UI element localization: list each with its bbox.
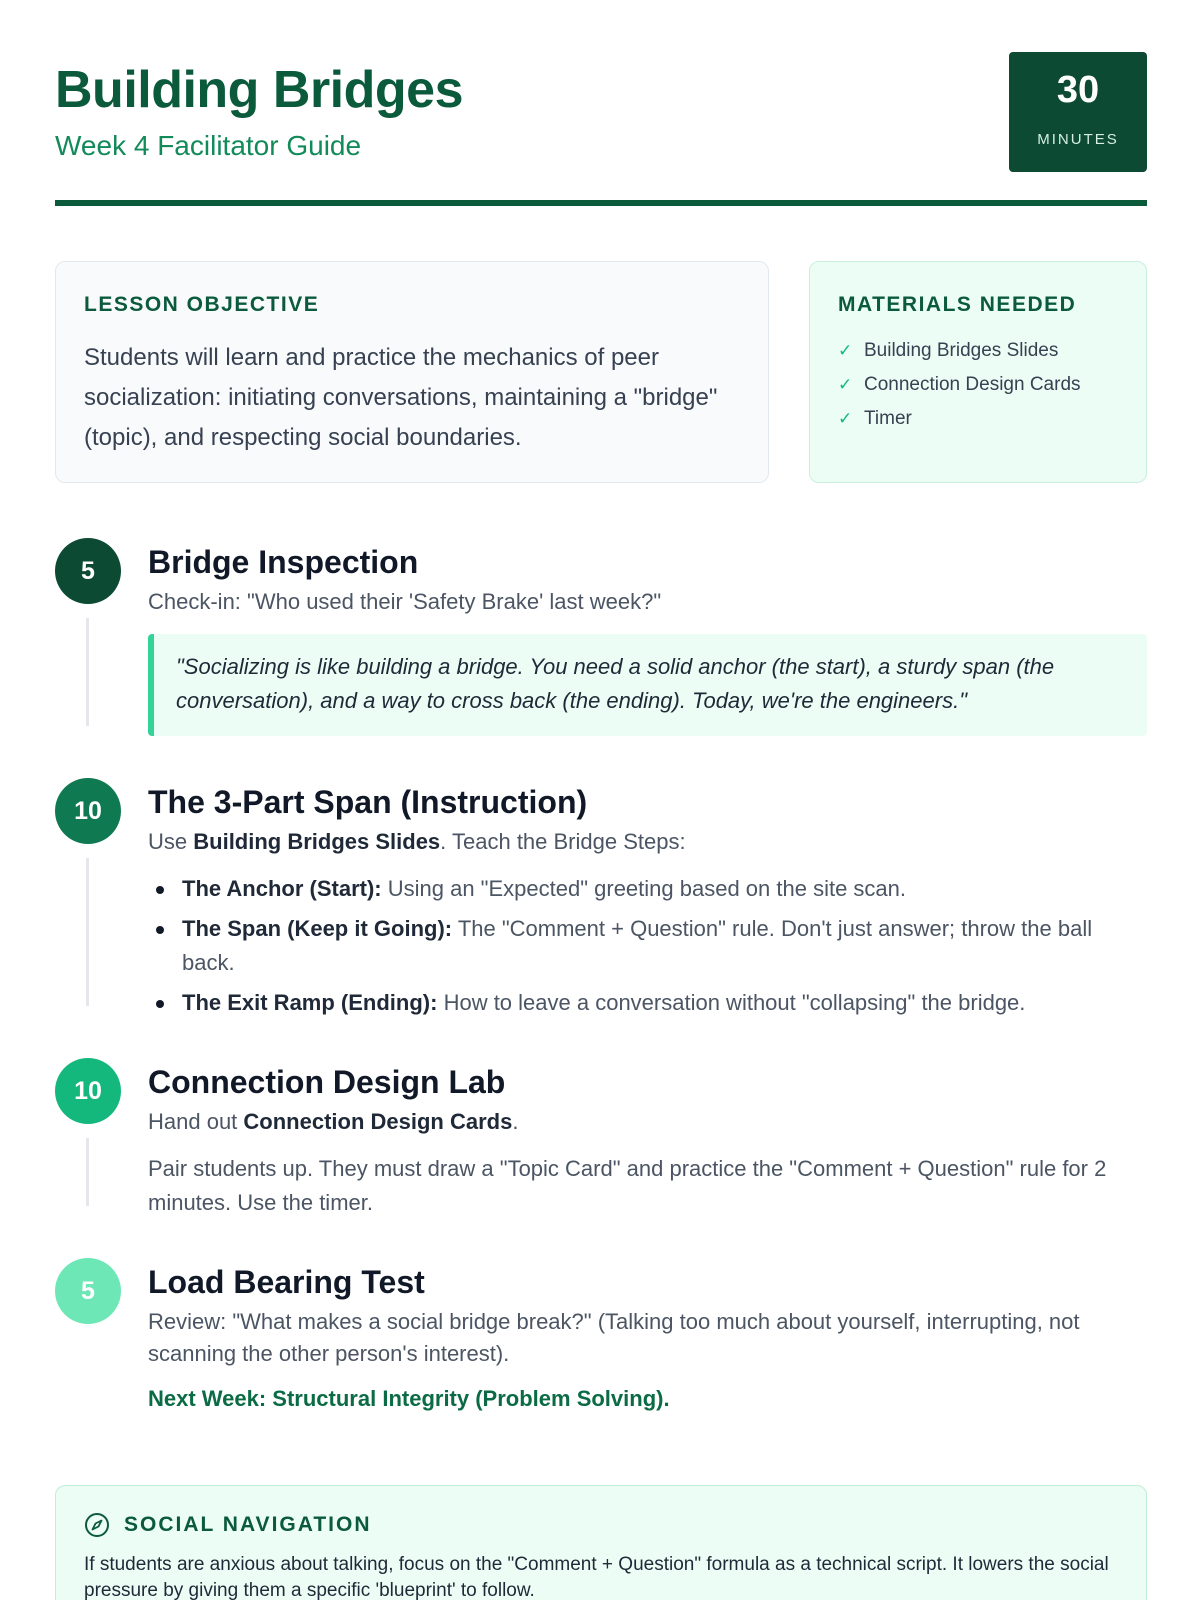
step-content [148,1262,1147,1416]
bullet-text: The "Comment + Question" rule. Don't just answer; throw the ball back. [182,916,1093,975]
bullet-label: The Anchor (Start): [182,876,382,901]
duration-unit: MINUTES [1037,131,1119,148]
step-title: Load Bearing Test [148,1264,425,1300]
material-label: Connection Design Cards [864,374,1081,395]
subtitle-text: Use [148,829,194,854]
step-title: The 3-Part Span (Instruction) [148,784,588,820]
list-item [148,872,1147,906]
list-item [148,986,1147,1020]
step-minutes-badge: 10 [55,1058,121,1124]
note-header [84,1512,1118,1538]
timeline-connector [86,618,89,726]
materials-card [809,261,1147,483]
next-week-callout: Next Week: Structural Integrity (Problem Solving). [148,1386,670,1411]
bridge-steps-list [148,872,1147,1020]
bullet-text: How to leave a conversation without "collapsing" the bridge. [437,990,1026,1015]
page-title: Building Bridges [55,61,463,119]
material-label: Timer [864,408,912,429]
note-text: If students are anxious about talking, focus on the "Comment + Question" formula as a technical script. It lowers the social pressure by giving them a specific 'blueprint' to follow. [84,1554,1109,1600]
subtitle-text: . Teach the Bridge Steps: [440,829,686,854]
bullet-label: The Exit Ramp (Ending): [182,990,438,1015]
compass-icon [84,1512,110,1538]
page-subtitle: Week 4 Facilitator Guide [55,130,362,161]
note-heading: SOCIAL NAVIGATION [124,1513,372,1536]
list-item [838,368,1118,402]
subtitle-text: . [512,1109,519,1134]
social-navigation-note [55,1485,1147,1600]
step-content [148,1062,1147,1220]
check-icon: ✓ [838,375,853,394]
step-minutes-badge: 10 [55,778,121,844]
step-paragraph: Pair students up. They must draw a "Topic Card" and practice the "Comment + Question" rule for 2 minutes. Use the timer. [148,1156,1107,1215]
lesson-objective-card [55,261,769,483]
step-subtitle [148,1106,1147,1138]
step-content [148,542,1147,736]
header-divider [55,200,1147,206]
material-label: Building Bridges Slides [864,340,1059,361]
step-quote: "Socializing is like building a bridge. You need a solid anchor (the start), a sturdy span (the conversation), and a way to cross back (the ending). Today, we're the engineers." [148,634,1147,736]
subtitle-material: Connection Design Cards [243,1109,513,1134]
page-header [55,52,1147,202]
bullet-text: Using an "Expected" greeting based on the site scan. [381,876,907,901]
check-icon: ✓ [838,409,853,428]
list-item [148,912,1147,980]
check-icon: ✓ [838,341,853,360]
timeline-connector [86,1138,89,1206]
step-minutes-badge: 5 [55,1258,121,1324]
timeline-connector [86,858,89,1006]
objective-heading: LESSON OBJECTIVE [84,293,320,316]
subtitle-material: Building Bridges Slides [193,829,441,854]
subtitle-text: Hand out [148,1109,244,1134]
step-title: Bridge Inspection [148,544,419,580]
step-content [148,782,1147,1026]
step-subtitle [148,826,1147,858]
step-subtitle: Review: "What makes a social bridge break?" (Talking too much about yourself, interrupting, not scanning the other person's interest). [148,1309,1080,1366]
facilitator-guide-page [55,0,1147,1600]
list-item [838,334,1118,368]
step-title: Connection Design Lab [148,1064,506,1100]
materials-heading: MATERIALS NEEDED [838,293,1077,316]
objective-text: Students will learn and practice the mechanics of peer socialization: initiating conversations, maintaining a "bridge" (topic), and respecting social boundaries. [84,344,718,451]
bullet-label: The Span (Keep it Going): [182,916,453,941]
duration-badge [1009,52,1147,172]
materials-list [838,334,1118,436]
duration-value: 30 [1056,69,1100,111]
step-minutes-badge: 5 [55,538,121,604]
list-item [838,402,1118,436]
step-subtitle: Check-in: "Who used their 'Safety Brake' last week?" [148,589,662,614]
